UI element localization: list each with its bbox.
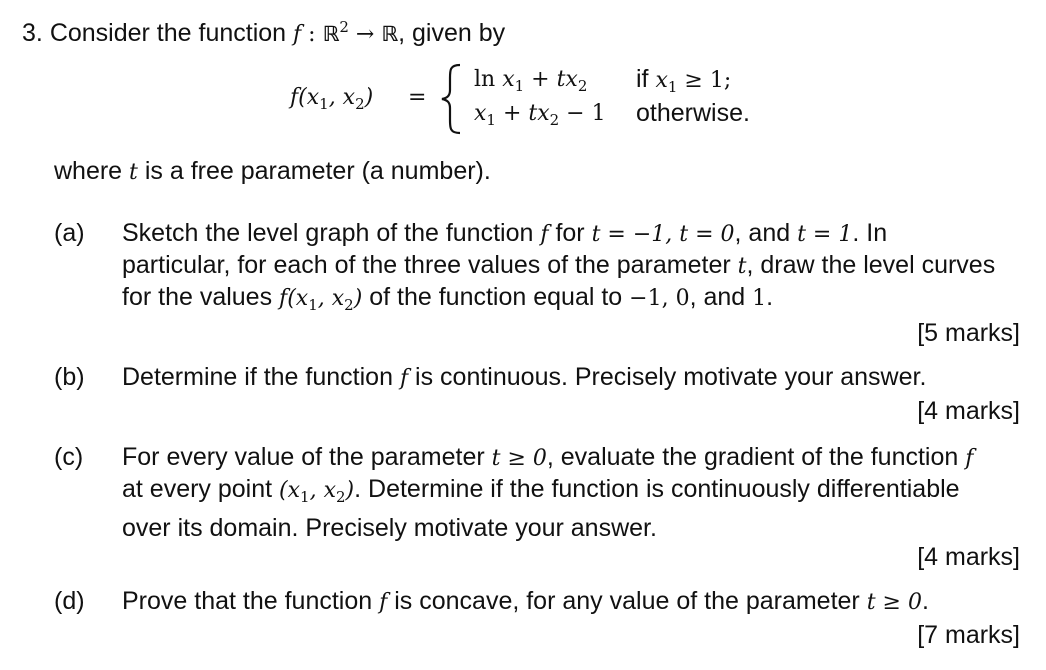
part-d-marks: [7 marks]	[917, 621, 1020, 649]
question-intro: Consider the function	[49, 19, 287, 47]
piecewise-definition	[290, 62, 790, 136]
part-c-line-1: For every value of the parameter t ≥ 0, evaluate the gradient of the function f	[122, 443, 974, 471]
part-a-line-2: particular, for each of the three values of the parameter t, draw the level curves	[122, 251, 996, 279]
part-b-label: (b)	[54, 363, 85, 391]
question-heading: 3. Consider the function f : ℝ$^2$ → ℝ, given by	[22, 18, 506, 47]
part-a-marks: [5 marks]	[917, 319, 1020, 347]
part-c-label: (c)	[54, 443, 84, 471]
part-c-line-3: over its domain. Precisely motivate your answer.	[122, 514, 657, 542]
case2-expression: $x_1 + tx_2 - 1$	[474, 101, 606, 129]
function-symbol: f	[293, 22, 302, 47]
brace-glyph	[438, 62, 466, 136]
case2-condition: otherwise.	[636, 99, 750, 127]
question-number: 3.	[22, 19, 43, 47]
equals-sign: =	[408, 85, 427, 110]
maps-to-arrow: →	[355, 22, 375, 47]
part-a-text	[122, 218, 1020, 321]
case1-condition: if $x_1 \ge 1$;	[636, 65, 732, 96]
codomain-symbol: ℝ	[381, 22, 399, 46]
parameter-note: where t is a free parameter (a number).	[54, 157, 491, 185]
case1-expression: $\ln x_1 + tx_2$	[474, 67, 588, 95]
part-b-text	[122, 362, 1020, 394]
part-c-marks: [4 marks]	[917, 543, 1020, 571]
part-a-label: (a)	[54, 219, 85, 247]
part-c-line-2: at every point ($x_1$, $x_2$). Determine if the function is continuously differentiable	[122, 475, 960, 506]
left-brace	[438, 62, 466, 144]
part-a-line-3: for the values $f(x_1$, $x_2$) of the function equal to −1, 0, and 1.	[122, 283, 774, 314]
definition-lhs: $f(x_1$, $x_2$)	[290, 85, 374, 113]
part-b-line-1: Determine if the function f is continuous. Precisely motivate your answer.	[122, 363, 927, 391]
domain-symbol: ℝ	[322, 22, 340, 46]
part-c-text	[122, 442, 1020, 544]
part-d-label: (d)	[54, 587, 85, 615]
part-d-text	[122, 586, 1020, 618]
part-a-line-1: Sketch the level graph of the function f for t = −1, t = 0, and t = 1. In	[122, 219, 888, 247]
part-b-marks: [4 marks]	[917, 397, 1020, 425]
part-d-line-1: Prove that the function f is concave, for any value of the parameter t ≥ 0.	[122, 587, 929, 615]
